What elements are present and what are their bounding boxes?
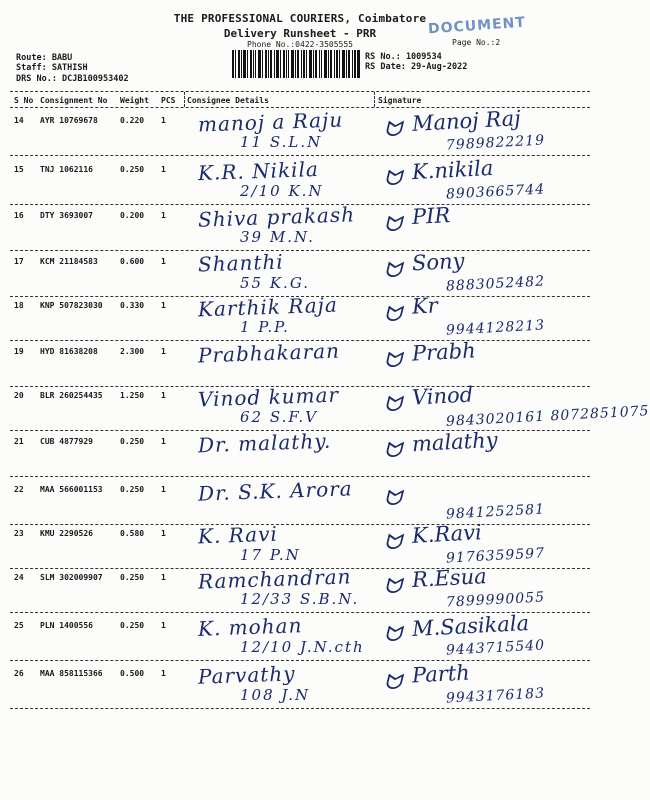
consignee-name: Dr. S.K. Arora xyxy=(197,476,354,506)
row-weight: 0.220 xyxy=(120,116,145,125)
page-number: Page No.:2 xyxy=(452,38,501,47)
row-sno: 17 xyxy=(14,257,24,266)
phone-number: Phone No.:0422-3505555 xyxy=(247,40,353,49)
consignee-name: Shanthi xyxy=(197,249,285,277)
row-sno: 22 xyxy=(14,485,24,494)
consignee-address: 108 J.N xyxy=(240,686,311,704)
row-pcs: 1 xyxy=(161,301,166,310)
row-pcs: 1 xyxy=(161,485,166,494)
consignee-address: 11 S.L.N xyxy=(240,133,323,151)
tick-mark: ᗢ xyxy=(384,117,402,141)
row-consignment-no: DTY 3693007 xyxy=(40,211,93,220)
row-consignment-no: CUB 4877929 xyxy=(40,437,93,446)
recipient-signature: Vinod xyxy=(411,382,474,410)
row-rule xyxy=(10,476,590,477)
recipient-mobile: 7899990055 xyxy=(445,589,546,611)
row-weight: 0.330 xyxy=(120,301,145,310)
row-pcs: 1 xyxy=(161,116,166,125)
consignee-address: 1 P.P. xyxy=(240,318,290,336)
row-weight: 0.250 xyxy=(120,621,145,630)
rs-date: RS Date: 29-Aug-2022 xyxy=(365,62,468,72)
row-sno: 15 xyxy=(14,165,24,174)
row-pcs: 1 xyxy=(161,573,166,582)
row-consignment-no: SLM 302009907 xyxy=(40,573,103,582)
recipient-signature: PIR xyxy=(411,203,451,229)
staff-label: Staff: SATHISH xyxy=(16,63,88,73)
consignee-name: K. mohan xyxy=(197,613,303,641)
header-divider xyxy=(184,92,185,107)
row-weight: 1.250 xyxy=(120,391,145,400)
row-pcs: 1 xyxy=(161,211,166,220)
row-consignment-no: KMU 2290526 xyxy=(40,529,93,538)
row-sno: 19 xyxy=(14,347,24,356)
row-rule xyxy=(10,660,590,661)
row-weight: 0.580 xyxy=(120,529,145,538)
col-weight: Weight xyxy=(120,96,149,105)
row-sno: 21 xyxy=(14,437,24,446)
recipient-signature: malathy xyxy=(411,427,499,457)
row-rule xyxy=(10,524,590,525)
tick-mark: ᗢ xyxy=(384,166,402,190)
tick-mark: ᗢ xyxy=(384,438,402,462)
recipient-signature: Sony xyxy=(411,248,466,276)
recipient-mobile: 7989822219 xyxy=(445,132,546,154)
drs-number: DRS No.: DCJB100953402 xyxy=(16,74,129,84)
document-subtitle: Delivery Runsheet - PRR xyxy=(223,27,377,40)
recipient-signature: Prabh xyxy=(411,338,477,366)
recipient-mobile: 8883052482 xyxy=(445,273,546,295)
consignee-address: 17 P.N xyxy=(240,546,301,564)
consignee-address: 39 M.N. xyxy=(240,228,315,246)
header-divider xyxy=(374,92,375,107)
row-sno: 20 xyxy=(14,391,24,400)
row-consignment-no: PLN 1400556 xyxy=(40,621,93,630)
recipient-signature: K.nikila xyxy=(411,155,494,185)
row-weight: 0.250 xyxy=(120,485,145,494)
consignee-address: 12/33 S.B.N. xyxy=(240,590,360,608)
row-rule xyxy=(10,708,590,709)
row-sno: 25 xyxy=(14,621,24,630)
col-consignee: Consignee Details xyxy=(187,96,269,105)
consignee-name: Prabhakaran xyxy=(197,338,341,368)
recipient-signature: Parth xyxy=(411,660,471,688)
row-rule xyxy=(10,250,590,251)
tick-mark: ᗢ xyxy=(384,530,402,554)
col-consignment: Consignment No xyxy=(40,96,108,105)
row-sno: 26 xyxy=(14,669,24,678)
header-top-rule xyxy=(10,91,590,92)
row-consignment-no: KNP 507823030 xyxy=(40,301,103,310)
recipient-mobile: 9944128213 xyxy=(445,317,546,339)
row-consignment-no: KCM 21184583 xyxy=(40,257,98,266)
row-consignment-no: HYD 81638208 xyxy=(40,347,98,356)
row-consignment-no: BLR 260254435 xyxy=(40,391,103,400)
tick-mark: ᗢ xyxy=(384,574,402,598)
row-sno: 18 xyxy=(14,301,24,310)
col-signature: Signature xyxy=(378,96,422,105)
row-pcs: 1 xyxy=(161,669,166,678)
consignee-address: 2/10 K.N xyxy=(240,182,324,200)
col-pcs: PCS xyxy=(161,96,176,105)
recipient-signature: K.Ravi xyxy=(411,520,483,548)
consignee-address: 55 K.G. xyxy=(240,274,311,292)
row-weight: 0.250 xyxy=(120,573,145,582)
document-title: THE PROFESSIONAL COURIERS, Coimbatore xyxy=(173,12,427,25)
row-pcs: 1 xyxy=(161,529,166,538)
barcode xyxy=(232,50,360,78)
consignee-name: Vinod kumar xyxy=(197,382,340,412)
row-rule xyxy=(10,155,590,156)
row-pcs: 1 xyxy=(161,437,166,446)
tick-mark: ᗢ xyxy=(384,622,402,646)
recipient-signature: M.Sasikala xyxy=(411,610,530,642)
consignee-name: manoj a Raju xyxy=(197,107,344,137)
col-sno: S No xyxy=(14,96,34,105)
recipient-signature: Kr xyxy=(411,293,439,319)
row-sno: 24 xyxy=(14,573,24,582)
row-consignment-no: TNJ 1062116 xyxy=(40,165,93,174)
consignee-address: 62 S.F.V xyxy=(240,408,319,426)
recipient-mobile: 9176359597 xyxy=(445,545,546,567)
recipient-mobile: 9843020161 8072851075 xyxy=(445,403,650,430)
row-weight: 0.250 xyxy=(120,437,145,446)
document-stamp: DOCUMENT xyxy=(427,14,527,38)
tick-mark: ᗢ xyxy=(384,258,402,282)
consignee-name: Ramchandran xyxy=(197,564,352,594)
row-weight: 0.500 xyxy=(120,669,145,678)
route-label: Route: BABU xyxy=(16,53,73,63)
row-consignment-no: MAA 566001153 xyxy=(40,485,103,494)
row-weight: 2.300 xyxy=(120,347,145,356)
recipient-signature: R.Esua xyxy=(411,564,488,592)
consignee-name: Karthik Raja xyxy=(197,292,339,322)
row-pcs: 1 xyxy=(161,347,166,356)
row-sno: 23 xyxy=(14,529,24,538)
consignee-name: K. Ravi xyxy=(197,521,279,549)
row-pcs: 1 xyxy=(161,391,166,400)
recipient-mobile: 8903665744 xyxy=(445,181,546,203)
tick-mark: ᗢ xyxy=(384,348,402,372)
row-pcs: 1 xyxy=(161,257,166,266)
tick-mark: ᗢ xyxy=(384,670,402,694)
consignee-name: Shiva prakash xyxy=(197,202,356,232)
row-pcs: 1 xyxy=(161,165,166,174)
row-consignment-no: AYR 10769678 xyxy=(40,116,98,125)
consignee-name: Parvathy xyxy=(197,661,296,689)
row-sno: 14 xyxy=(14,116,24,125)
consignee-name: K.R. Nikila xyxy=(197,156,320,186)
row-weight: 0.600 xyxy=(120,257,145,266)
recipient-mobile: 9443715540 xyxy=(445,637,546,659)
row-weight: 0.250 xyxy=(120,165,145,174)
row-pcs: 1 xyxy=(161,621,166,630)
tick-mark: ᗢ xyxy=(384,486,402,510)
consignee-address: 12/10 J.N.cth xyxy=(240,638,365,656)
recipient-mobile: 9841252581 xyxy=(445,501,546,523)
rs-number: RS No.: 1009534 xyxy=(365,52,442,62)
row-consignment-no: MAA 858115366 xyxy=(40,669,103,678)
recipient-signature: Manoj Raj xyxy=(411,106,522,136)
consignee-name: Dr. malathy. xyxy=(197,428,332,458)
tick-mark: ᗢ xyxy=(384,392,402,416)
tick-mark: ᗢ xyxy=(384,302,402,326)
row-sno: 16 xyxy=(14,211,24,220)
row-weight: 0.200 xyxy=(120,211,145,220)
tick-mark: ᗢ xyxy=(384,212,402,236)
recipient-mobile: 9943176183 xyxy=(445,685,546,707)
